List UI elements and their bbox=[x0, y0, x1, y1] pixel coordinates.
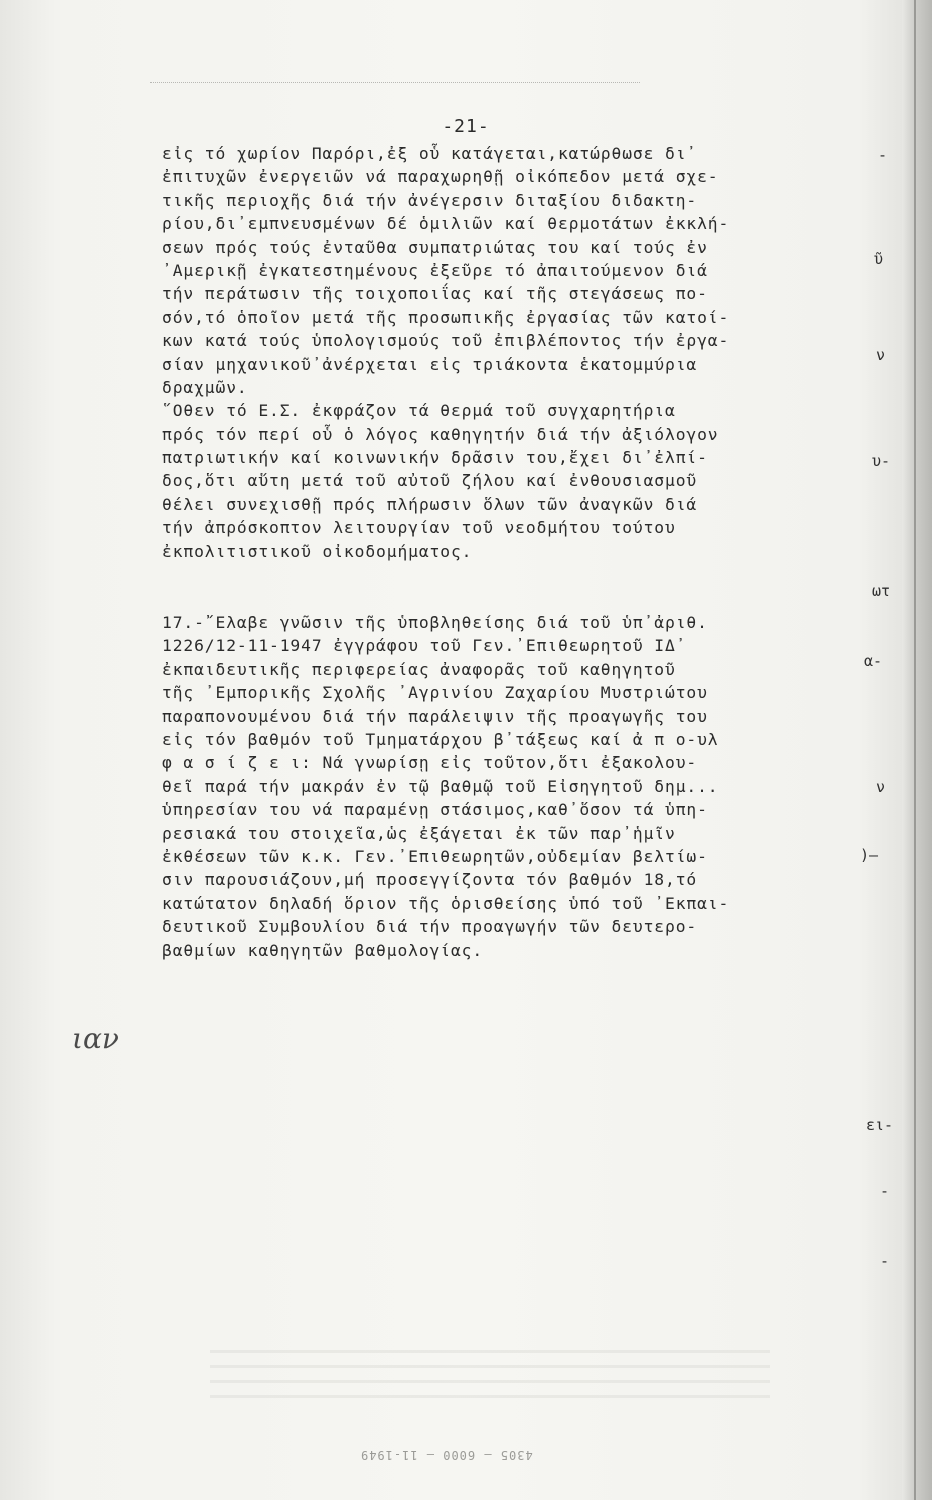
margin-note: ωτ bbox=[872, 582, 891, 600]
text-line: πρός τόν περί οὗ ὁ λόγος καθηγητήν διά τήν ἀξιόλογον bbox=[162, 424, 719, 444]
paragraph-2 bbox=[162, 611, 852, 962]
text-line: τήν ἀπρόσκοπτον λειτουργίαν τοῦ νεοδμήτου τούτου bbox=[162, 518, 676, 538]
text-line: δραχμῶν. bbox=[162, 377, 248, 397]
text-line: πατριωτικήν καί κοινωνικήν δρᾶσιν του,ἔχει δι᾽ἐλπί- bbox=[162, 448, 708, 468]
page-number: -21- bbox=[442, 116, 490, 137]
text-line: κων κατά τούς ὑπολογισμούς τοῦ ἐπιβλέποντος τήν ἐργα- bbox=[162, 331, 730, 351]
margin-note: - bbox=[880, 1252, 890, 1270]
text-line: θεῖ παρά τήν μακράν ἐν τῷ βαθμῷ τοῦ Εἰσηγητοῦ δημ... bbox=[162, 776, 719, 796]
text-line: ἐκπολιτιστικοῦ οἰκοδομήματος. bbox=[162, 541, 473, 561]
margin-note: ν bbox=[876, 778, 886, 796]
text-line: σιν παρουσιάζουν,μή προσεγγίζοντα τόν βαθμόν 18,τό bbox=[162, 870, 698, 890]
text-line: ῞Οθεν τό Ε.Σ. ἐκφράζον τά θερμά τοῦ συγχαρητήρια bbox=[162, 401, 676, 421]
printer-stamp: 4305 — 6000 — 11-1949 bbox=[360, 1448, 533, 1462]
typed-body bbox=[162, 142, 852, 962]
text-line: τήν περάτωσιν τῆς τοιχοποιΐας καί τῆς στεγάσεως πο- bbox=[162, 284, 708, 304]
text-line: 1226/12-11-1947 ἐγγράφου τοῦ Γεν.᾽Επιθεωρητοῦ ΙΔ᾽ bbox=[162, 636, 687, 656]
text-line: ὑπηρεσίαν του νά παραμένῃ στάσιμος,καθ᾽ὅσον τά ὑπη- bbox=[162, 800, 708, 820]
margin-note: ει- bbox=[866, 1116, 894, 1134]
page-binding-edge bbox=[902, 0, 932, 1500]
text-line: θέλει συνεχισθῇ πρός πλήρωσιν ὅλων τῶν ἀναγκῶν διά bbox=[162, 494, 698, 514]
text-line: ἐκθέσεων τῶν κ.κ. Γεν.᾽Επιθεωρητῶν,οὐδεμίαν βελτίω- bbox=[162, 846, 708, 866]
text-line: σεων πρός τούς ἐνταῦθα συμπατριώτας του καί τούς ἐν bbox=[162, 237, 708, 257]
text-line: ἐπιτυχῶν ἐνεργειῶν νά παραχωρηθῇ οἰκόπεδον μετά σχε- bbox=[162, 167, 719, 187]
text-line: ρεσιακά του στοιχεῖα,ὡς ἐξάγεται ἐκ τῶν παρ᾽ἡμῖν bbox=[162, 823, 676, 843]
text-line: σόν,τό ὁποῖον μετά τῆς προσωπικῆς ἐργασίας τῶν κατοί- bbox=[162, 307, 730, 327]
text-line: βαθμίων καθηγητῶν βαθμολογίας. bbox=[162, 940, 484, 960]
paragraph-1 bbox=[162, 142, 852, 563]
margin-note: )— bbox=[860, 846, 879, 864]
text-line: παραπονουμένου διά τήν παράλειψιν τῆς προαγωγῆς του bbox=[162, 706, 708, 726]
paragraph-gap bbox=[162, 563, 852, 611]
margin-note: - bbox=[878, 146, 888, 164]
text-line: φ α σ ί ζ ε ι: Νά γνωρίσῃ εἰς τοῦτον,ὅτι ἐξακολου- bbox=[162, 753, 698, 773]
text-line: ᾽Αμερικῇ ἐγκατεστημένους ἐξεῦρε τό ἀπαιτούμενον διά bbox=[162, 260, 708, 280]
text-line: ρίου,δι᾽εμπνευσμένων δέ ὁμιλιῶν καί θερμοτάτων ἐκκλή- bbox=[162, 214, 730, 234]
margin-note: ν bbox=[876, 346, 886, 364]
text-line: εἰς τό χωρίον Παρόρι,ἐξ οὗ κατάγεται,κατώρθωσε δι᾽ bbox=[162, 144, 698, 163]
text-line: κατώτατον δηλαδή ὅριον τῆς ὁρισθείσης ὑπό τοῦ ᾽Εκπαι- bbox=[162, 893, 730, 913]
text-line: σίαν μηχανικοῦ᾽ἀνέρχεται εἰς τριάκοντα ἑκατομμύρια bbox=[162, 354, 698, 374]
text-line: τικῆς περιοχῆς διά τήν ἀνέγερσιν διταξίου διδακτη- bbox=[162, 190, 698, 210]
text-line: τῆς ᾽Εμπορικῆς Σχολῆς ᾽Αγρινίου Ζαχαρίου Μυστριώτου bbox=[162, 683, 708, 703]
margin-note: α- bbox=[864, 652, 883, 670]
text-line: 17.-῎Ελαβε γνῶσιν τῆς ὑποβληθείσης διά τοῦ ὑπ᾽ἀριθ. bbox=[162, 613, 708, 633]
text-line: ἐκπαιδευτικῆς περιφερείας ἀναφορᾶς τοῦ καθηγητοῦ bbox=[162, 659, 676, 679]
text-line: δος,ὅτι αὕτη μετά τοῦ αὐτοῦ ζήλου καί ἐνθουσιασμοῦ bbox=[162, 471, 698, 491]
top-rule bbox=[150, 82, 640, 83]
text-line: εἰς τόν βαθμόν τοῦ Τμηματάρχου β᾽τάξεως καί ἀ π ο-υλ bbox=[162, 729, 719, 749]
text-line: δευτικοῦ Συμβουλίου διά τήν προαγωγήν τῶν δευτερο- bbox=[162, 917, 698, 937]
margin-note: - bbox=[880, 1182, 890, 1200]
margin-note: υ- bbox=[872, 452, 891, 470]
handwritten-margin-note: ιαν bbox=[72, 1022, 119, 1055]
margin-note: ῦ bbox=[874, 250, 884, 268]
faded-bleedthrough bbox=[210, 1340, 770, 1410]
